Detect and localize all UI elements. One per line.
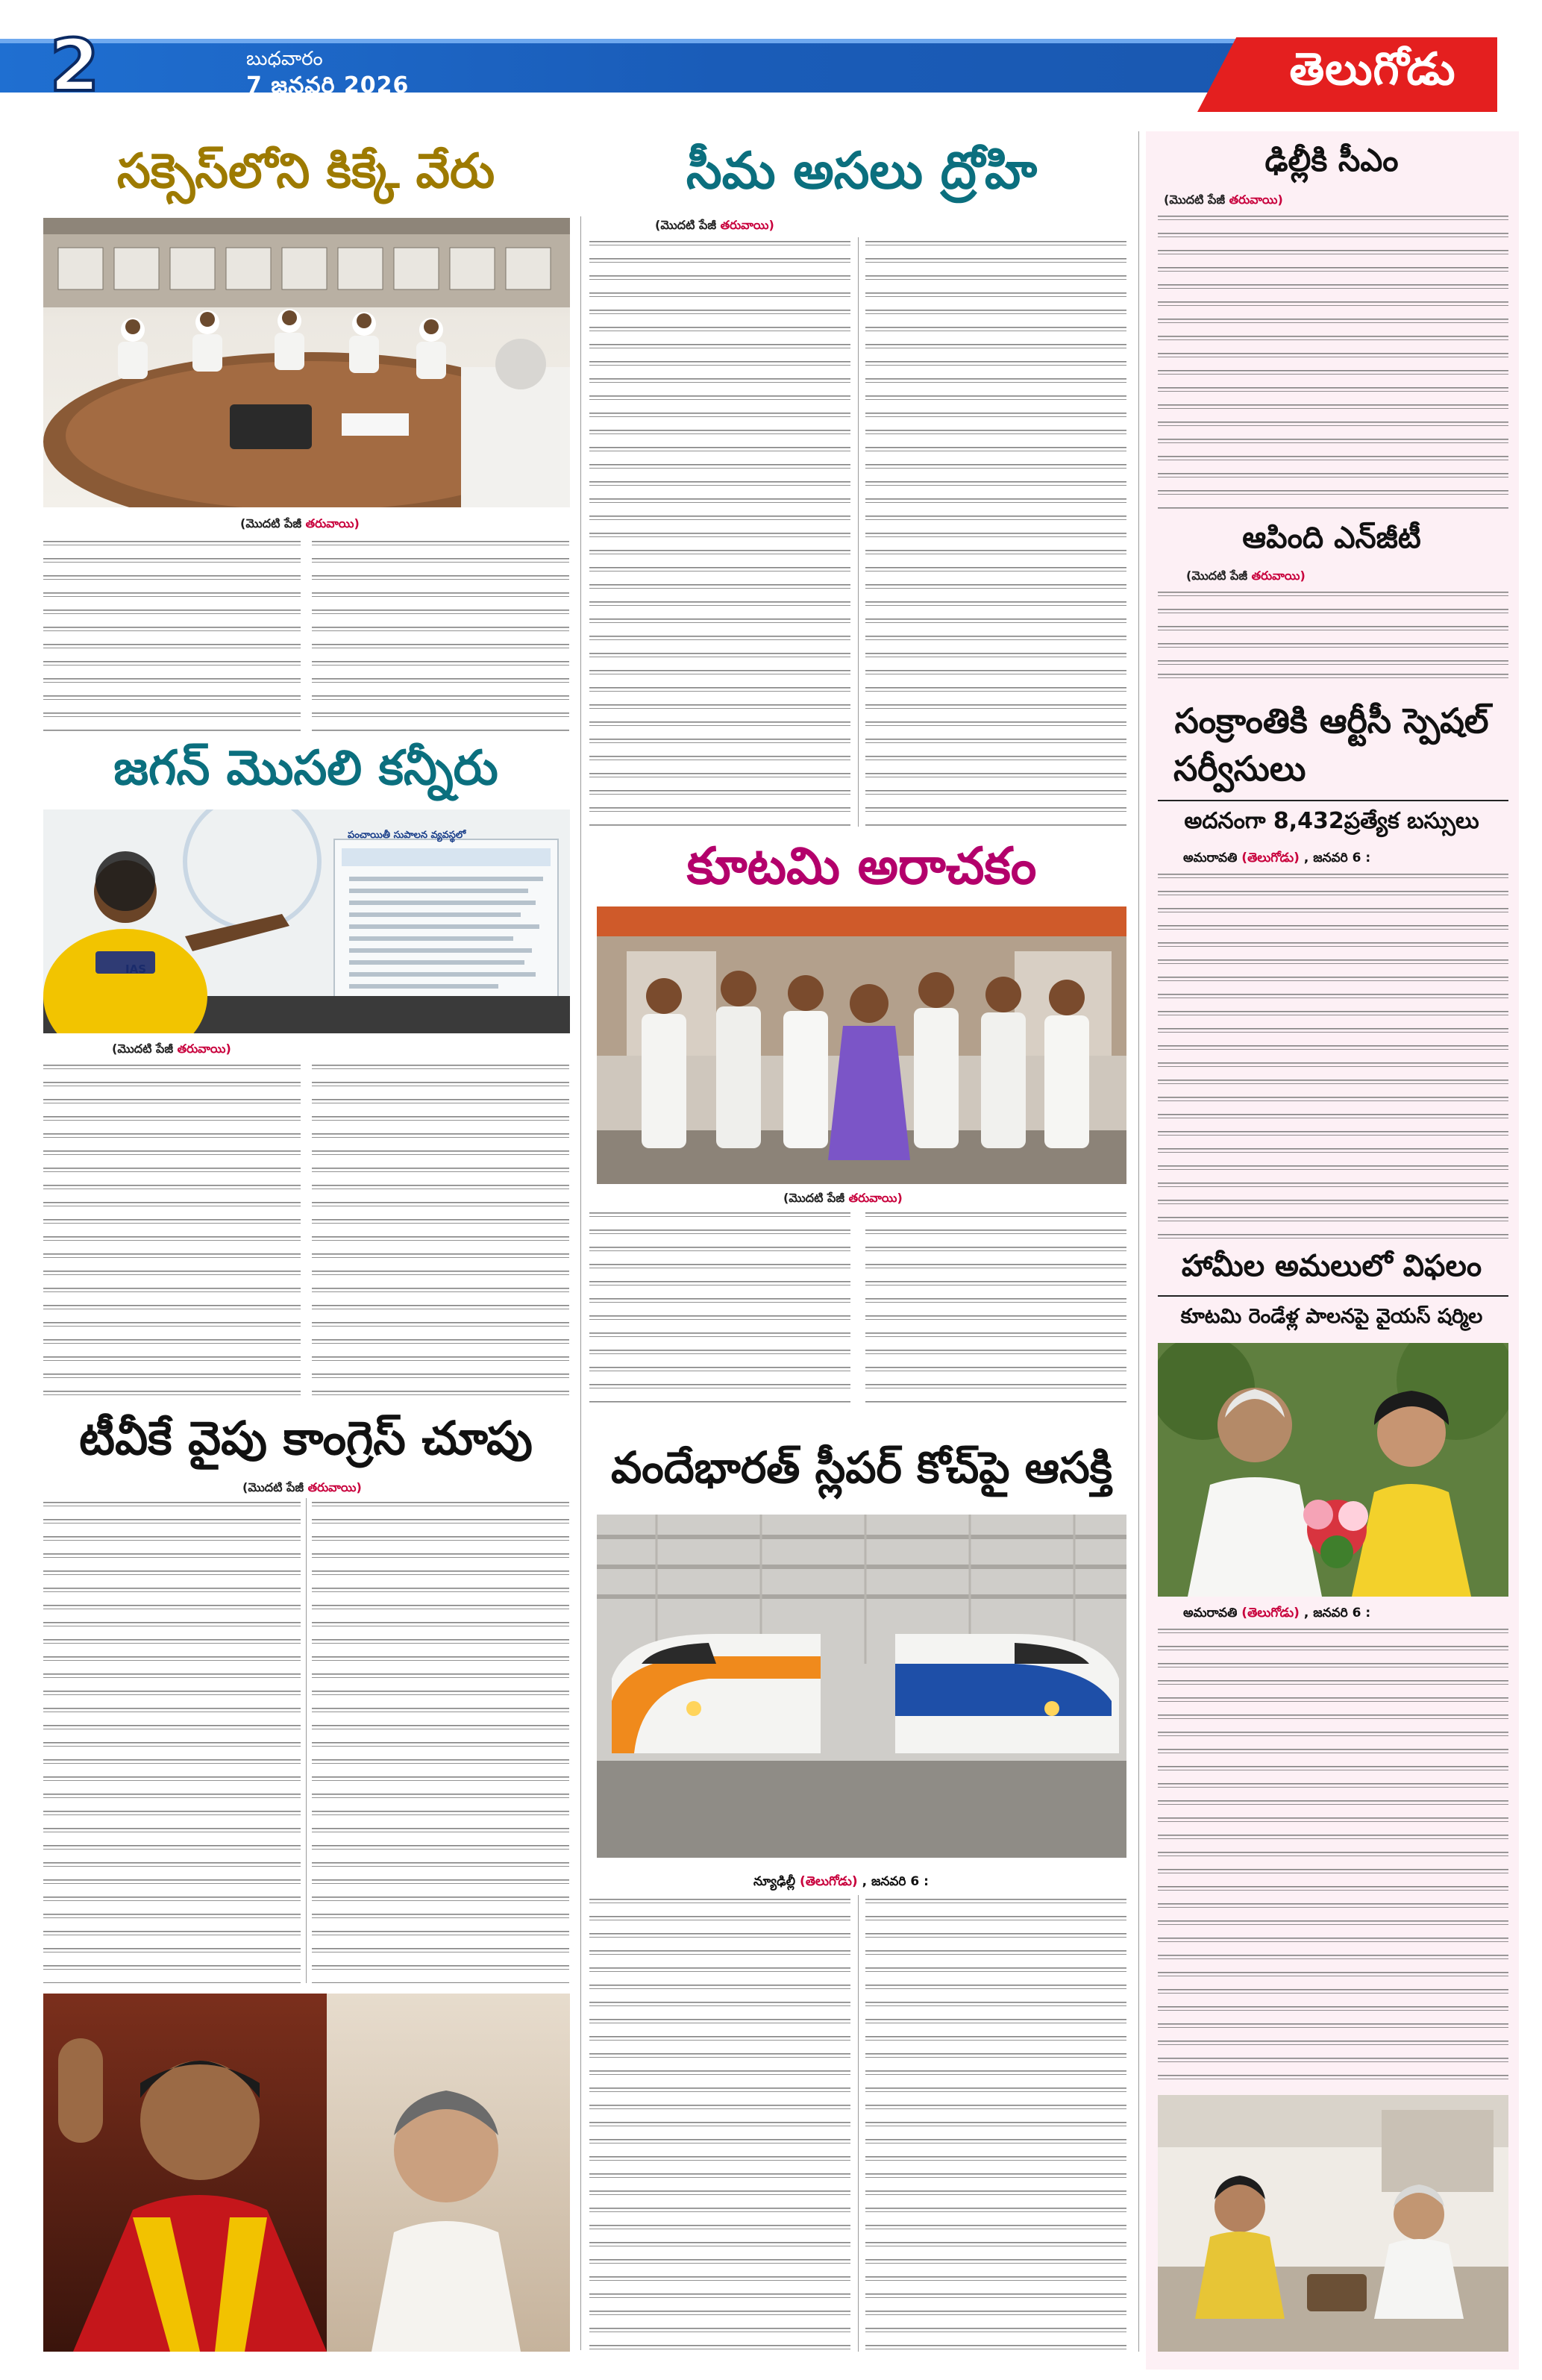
masthead xyxy=(0,0,1542,119)
body-kutami-col2 xyxy=(865,1209,1126,1404)
bouquet-meeting-illustration xyxy=(1158,1343,1508,1597)
page-number-box xyxy=(30,25,119,106)
photo-opposition-leaders-walk xyxy=(597,906,1126,1184)
column-rule-1 xyxy=(580,216,581,2350)
byline-success: (మొదటి పేజీ తరువాయి) xyxy=(240,516,360,530)
headline-success: సక్సెస్‌లోని కిక్కే వేరు xyxy=(116,143,495,199)
body-kutami-col1 xyxy=(589,1209,850,1404)
column-rule-2 xyxy=(1138,131,1139,2352)
walking-leaders-illustration xyxy=(597,906,1126,1184)
body-jagan-col1 xyxy=(43,1061,301,1404)
column-rule-tvk xyxy=(306,1498,307,1983)
headline-jagan: జగన్ మొసలి కన్నీరు xyxy=(113,740,498,796)
brand-logo: తెలుగోడు xyxy=(1289,43,1456,95)
masthead-band-highlight xyxy=(0,39,1313,43)
photo-vande-bharat-sleeper xyxy=(597,1515,1126,1858)
hamila-rule xyxy=(1158,1295,1508,1297)
byline-jagan: (మొదటి పేజీ తరువాయి) xyxy=(112,1042,231,1056)
body-vande-col2 xyxy=(865,1895,1126,2352)
issue-date: 7 జనవరి 2026 xyxy=(246,72,410,98)
body-delhi xyxy=(1158,212,1508,510)
byline-apindi: (మొదటి పేజీ తరువాయి) xyxy=(1186,569,1306,583)
meeting-scene-illustration xyxy=(43,218,570,507)
byline-kutami: (మొదటి పేజీ తరువాయి) xyxy=(783,1191,903,1205)
headline-kutami: కూటమి అరాచకం xyxy=(686,836,1037,896)
column-rule-vande xyxy=(858,1895,859,2352)
dateline-vande-bharat: న్యూఢిల్లీ (తెలుగోడు) , జనవరి 6 : xyxy=(753,1874,929,1889)
headline-delhi: ఢిల్లీకి సీఎం xyxy=(1264,142,1399,178)
column-rule-seema xyxy=(858,237,859,827)
dateline-sankranti: అమరావతి (తెలుగోడు) , జనవరి 6 : xyxy=(1183,851,1371,865)
body-seema-col1 xyxy=(589,237,850,827)
train-depot-illustration xyxy=(597,1515,1126,1858)
body-jagan-col2 xyxy=(312,1061,569,1404)
page-number: 2 xyxy=(49,24,100,107)
byline-delhi: (మొదటి పేజీ తరువాయి) xyxy=(1164,192,1283,207)
body-apindi-tail xyxy=(1158,670,1508,685)
body-success-col2 xyxy=(312,537,569,731)
photo-vijay-rahul xyxy=(43,1994,570,2352)
issue-date-block xyxy=(246,46,485,100)
headline-vande-bharat: వందేభారత్ స్లీపర్ కోచ్‌పై ఆసక్తి xyxy=(611,1442,1112,1494)
subheadline-sankranti: అదనంగా 8,432ప్రత్యేక బస్సులు xyxy=(1184,808,1479,834)
headline-hamila: హామీల అమలులో విఫలం xyxy=(1181,1249,1482,1283)
photo-sharmila-cm-meeting xyxy=(1158,2095,1508,2352)
subheadline-hamila: కూటమి రెండేళ్ల పాలనపై వైయస్ షర్మిల xyxy=(1180,1305,1483,1328)
sankranti-rule xyxy=(1158,800,1508,801)
byline-tvk: (మొదటి పేజీ తరువాయి) xyxy=(242,1480,362,1494)
body-seema-col2 xyxy=(865,237,1126,827)
photo-review-meeting xyxy=(43,218,570,507)
leaders-portrait-illustration xyxy=(43,1994,570,2352)
headline-tvk: టీవీకే వైపు కాంగ్రెస్ చూపు xyxy=(79,1410,533,1465)
body-hamila xyxy=(1158,1625,1508,2082)
photo-sharmila-bouquet xyxy=(1158,1343,1508,1597)
masthead-band xyxy=(0,39,1313,93)
headline-sankranti-line1: సంక్రాంతికి ఆర్టీసీ స్పెషల్ xyxy=(1174,701,1489,741)
body-sankranti xyxy=(1158,870,1508,1244)
body-success-col1 xyxy=(43,537,301,731)
headline-seema: సీమ అసలు ద్రోహి xyxy=(686,141,1038,201)
dateline-hamila: అమరావతి (తెలుగోడు) , జనవరి 6 : xyxy=(1183,1606,1371,1620)
headline-sankranti-line2: సర్వీసులు xyxy=(1173,748,1306,789)
press-meet-banner-text: పంచాయితీ సుపాలన వ్యవస్థలో xyxy=(348,830,466,841)
body-vande-col1 xyxy=(589,1895,850,2352)
body-apindi xyxy=(1158,588,1508,668)
body-tvk-col1 xyxy=(43,1498,301,1983)
body-tvk-col2 xyxy=(312,1498,569,1983)
byline-seema: (మొదటి పేజీ తరువాయి) xyxy=(655,218,774,232)
shirt-badge-text: IAS xyxy=(125,962,146,976)
headline-apindi: ఆపింది ఎన్‌జీటీ xyxy=(1242,521,1421,555)
office-meeting-illustration xyxy=(1158,2095,1508,2352)
issue-day: బుధవారం xyxy=(246,48,323,70)
